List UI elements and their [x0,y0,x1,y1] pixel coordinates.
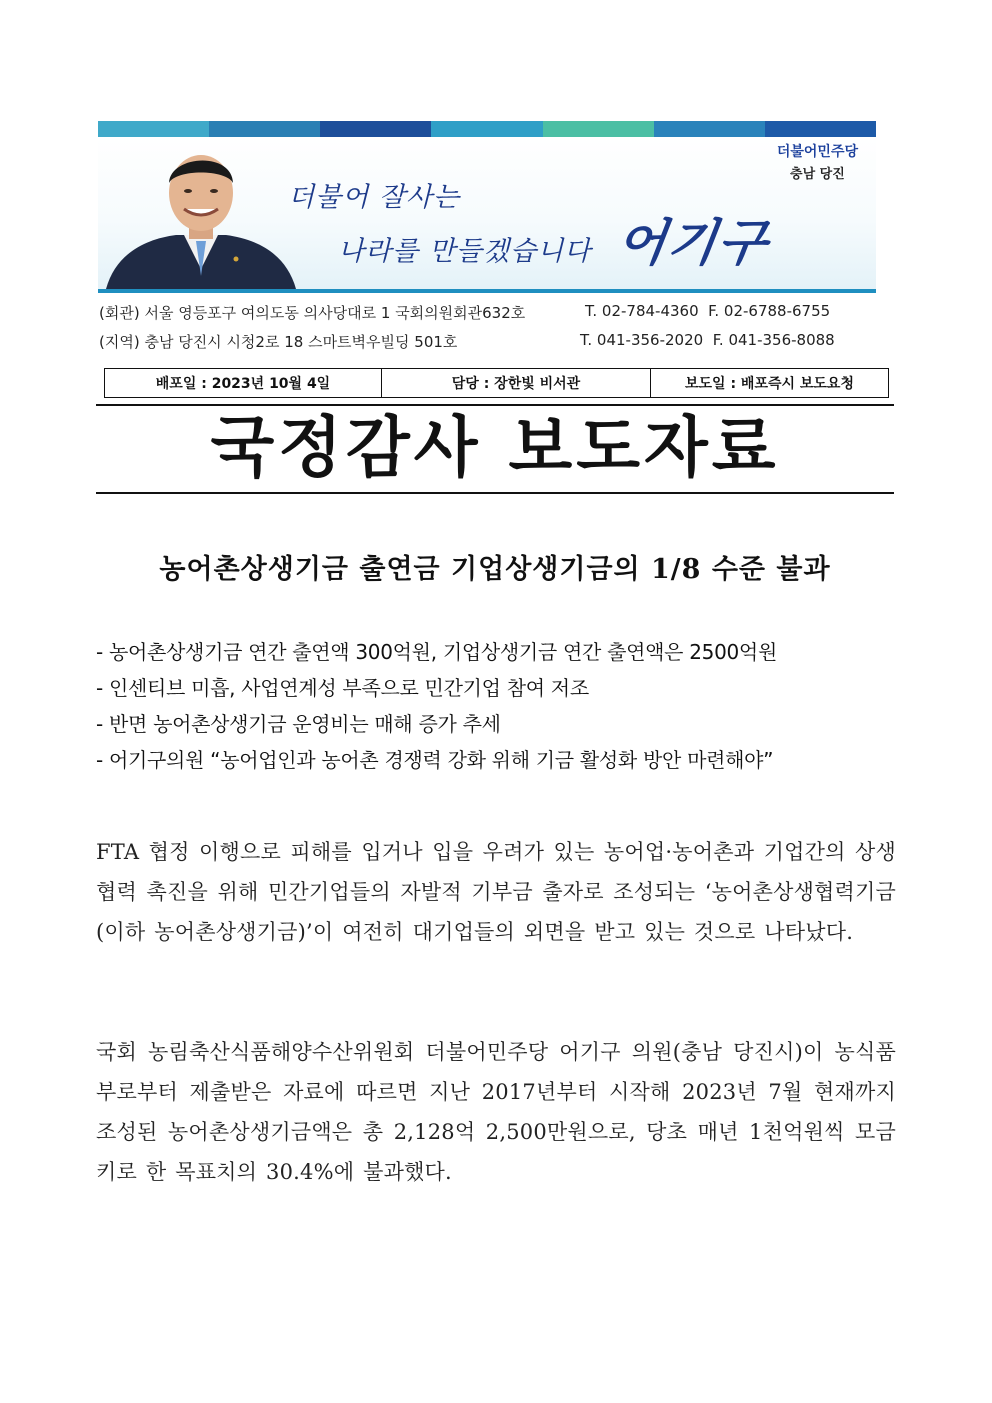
contact-person: 담당 : 장한빛 비서관 [382,369,651,397]
bullet-item: - 인센티브 미흡, 사업연계성 부족으로 민간기업 참여 저조 [96,676,589,700]
politician-portrait [106,141,296,289]
summary-bullets [96,634,896,778]
page-title: 국정감사 보도자료 [210,409,780,486]
body-paragraph-2: 국회 농림축산식품해양수산위원회 더불어민주당 어기구 의원(충남 당진시)이 농식품부로부터 제출받은 자료에 따르면 지난 2017년부터 시작해 2023년 7월 현재까지 조성된 농어촌상생기금액은 총 2,128억 2,500만원으로, 당초 매년 1천억원씩 모금키로 한 목표치의 30.4%에 불과했다. [96,1040,896,1184]
color-stripe [98,121,876,137]
party-logo [777,141,858,182]
local-phone: T. 041-356-2020 F. 041-356-8088 [580,331,835,349]
release-info-table [104,368,889,398]
banner-body [98,137,876,289]
bullet-item: - 반면 농어촌상생기금 운영비는 매해 증가 추세 [96,712,501,736]
signature: 어기구 [613,213,773,272]
stripe-segment [98,121,209,137]
stripe-segment [765,121,876,137]
office-address: (회관) 서울 영등포구 여의도동 의사당대로 1 국회의원회관632호 [99,304,526,322]
headline: 농어촌상생기금 출연금 기업상생기금의 1/8 수준 불과 [159,554,831,585]
bullet-item: - 어기구의원 “농어업인과 농어촌 경쟁력 강화 위해 기금 활성화 방안 마련해야” [96,748,774,772]
party-region: 충남 당진 [790,167,845,182]
local-address: (지역) 충남 당진시 시청2로 18 스마트벽우빌딩 501호 [99,333,458,351]
release-date: 배포일 : 2023년 10월 4일 [105,369,382,397]
stripe-segment [431,121,542,137]
slogan-line-2: 나라를 만들겠습니다 [338,236,592,267]
banner-bottom-line [98,289,876,293]
stripe-segment [654,121,765,137]
stripe-segment [320,121,431,137]
party-name: 더불어민주당 [776,144,858,160]
bullet-item: - 농어촌상생기금 연간 출연액 300억원, 기업상생기금 연간 출연액은 2500억원 [96,640,777,664]
header-banner [98,121,876,293]
body-paragraph-1: FTA 협정 이행으로 피해를 입거나 입을 우려가 있는 농어업·농어촌과 기업간의 상생협력 촉진을 위해 민간기업들의 자발적 기부금 출자로 조성되는 ‘농어촌상생협력기금(이하 농어촌상생기금)’이 여전히 대기업들의 외면을 받고 있는 것으로 나타났다. [96,840,896,944]
embargo-notice: 보도일 : 배포즉시 보도요청 [685,376,854,392]
stripe-segment [209,121,320,137]
stripe-segment [543,121,654,137]
office-phone: T. 02-784-4360 F. 02-6788-6755 [585,302,831,320]
title-rule-bottom [96,492,894,494]
slogan-line-1: 더불어 잘사는 [288,182,461,213]
